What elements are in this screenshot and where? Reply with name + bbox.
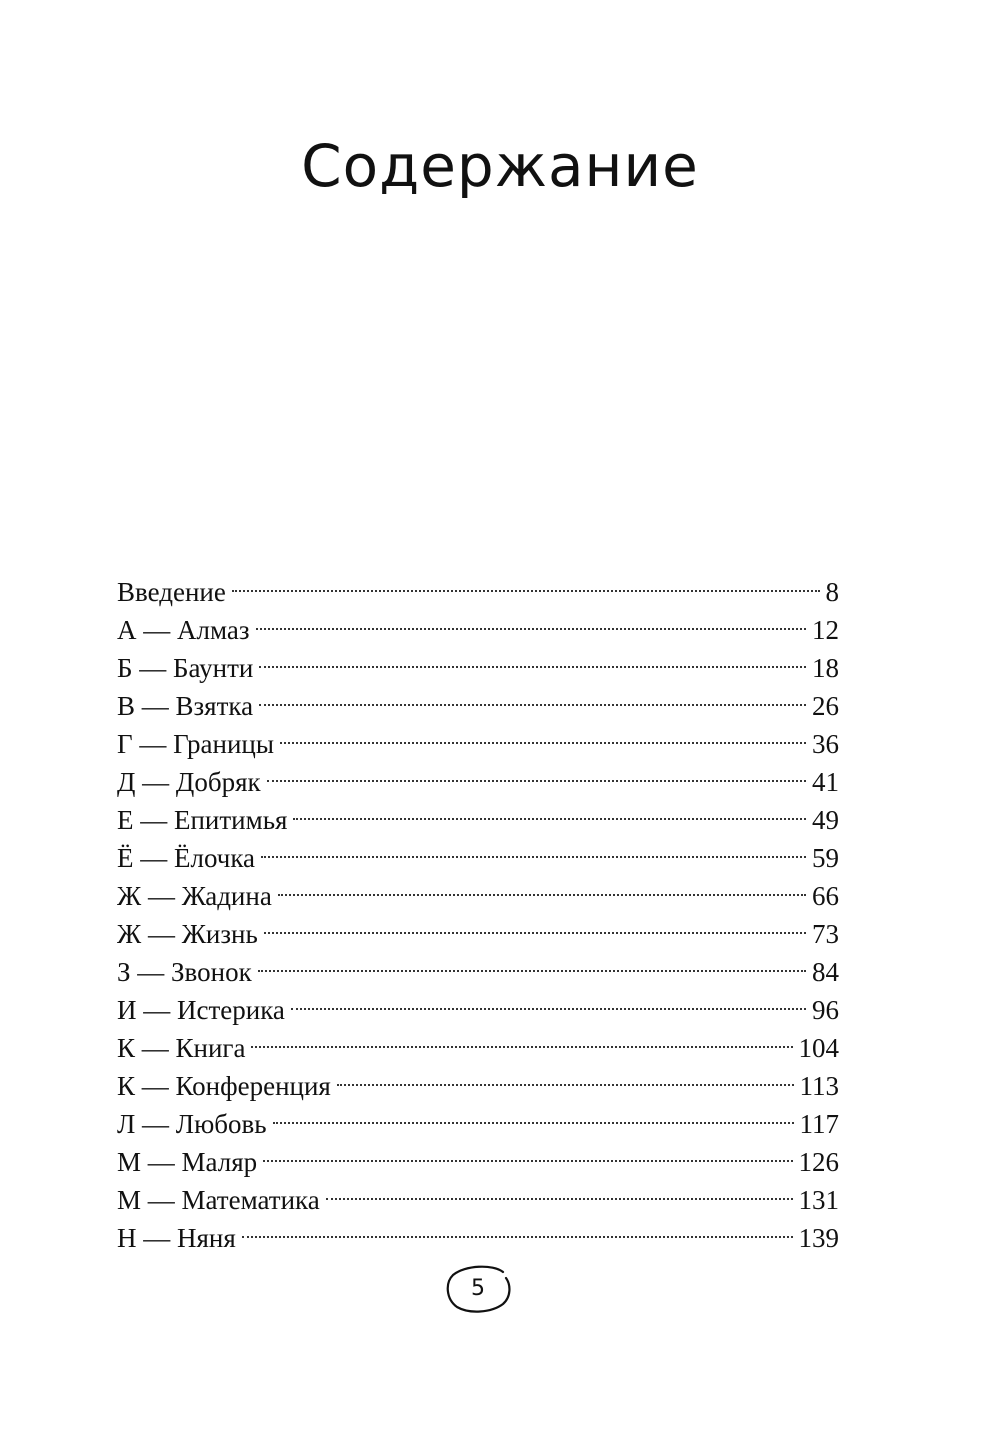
toc-entry-page: 113 bbox=[799, 1071, 839, 1101]
toc-entry-label: Д — Добряк bbox=[117, 767, 261, 797]
toc-leader-dots bbox=[258, 943, 806, 981]
toc-entry-page: 8 bbox=[825, 577, 839, 607]
toc-leader-dots bbox=[278, 867, 806, 905]
toc-leader-dots bbox=[267, 753, 806, 791]
toc-entry-label: Ё — Ёлочка bbox=[117, 843, 256, 873]
toc-leader-dots bbox=[273, 1095, 794, 1133]
toc-leader-dots bbox=[280, 715, 806, 753]
toc-leader-dots bbox=[256, 601, 806, 639]
toc-entry-label: М — Маляр bbox=[117, 1147, 258, 1177]
toc-leader-dots bbox=[326, 1171, 793, 1209]
toc-leader-dots bbox=[232, 563, 820, 601]
toc-entry-page: 12 bbox=[812, 615, 839, 645]
toc-entry-page: 73 bbox=[812, 919, 839, 949]
toc-entry-page: 18 bbox=[812, 653, 839, 683]
toc-entry-label: З — Звонок bbox=[117, 957, 252, 987]
toc-entry-label: И — Истерика bbox=[117, 995, 285, 1025]
toc-leader-dots bbox=[337, 1057, 794, 1095]
toc-leader-dots bbox=[291, 981, 806, 1019]
toc-entry-page: 49 bbox=[812, 805, 839, 835]
page-number-text: 5 bbox=[471, 1276, 485, 1301]
toc-entry-page: 84 bbox=[812, 957, 839, 987]
toc-leader-dots bbox=[259, 639, 806, 677]
toc-entry-label: К — Конференция bbox=[117, 1071, 331, 1101]
toc-leader-dots bbox=[264, 905, 806, 943]
toc-entry-page: 131 bbox=[798, 1185, 839, 1215]
toc-entry-label: В — Взятка bbox=[117, 691, 254, 721]
toc-leader-dots bbox=[261, 829, 806, 867]
toc-entry-page: 117 bbox=[799, 1109, 839, 1139]
toc-entry-page: 59 bbox=[812, 843, 839, 873]
toc-entry-label: Е — Епитимья bbox=[117, 805, 288, 835]
toc-entry-page: 66 bbox=[812, 881, 839, 911]
toc-entry-page: 26 bbox=[812, 691, 839, 721]
toc-entry-label: Ж — Жадина bbox=[117, 881, 272, 911]
toc-leader-dots bbox=[263, 1133, 792, 1171]
toc-entry-label: Б — Баунти bbox=[117, 653, 254, 683]
toc-entry-page: 36 bbox=[812, 729, 839, 759]
toc-entry-label: Н — Няня bbox=[117, 1223, 236, 1253]
toc-entry-label: Г — Границы bbox=[117, 729, 274, 759]
toc-entry-page: 96 bbox=[812, 995, 839, 1025]
toc-entry-page: 41 bbox=[812, 767, 839, 797]
toc-entry-page: 139 bbox=[798, 1223, 839, 1253]
toc-entry-label: К — Книга bbox=[117, 1033, 246, 1063]
toc-leader-dots bbox=[259, 677, 806, 715]
toc-leader-dots bbox=[293, 791, 806, 829]
toc-entry-page: 104 bbox=[798, 1033, 839, 1063]
toc-entry-page: 126 bbox=[798, 1147, 839, 1177]
page-number bbox=[443, 1263, 517, 1315]
toc-entry-label: Л — Любовь bbox=[117, 1109, 267, 1139]
toc-leader-dots bbox=[251, 1019, 792, 1057]
table-of-contents bbox=[117, 563, 839, 1253]
toc-entry bbox=[117, 563, 839, 607]
toc-entry-label: А — Алмаз bbox=[117, 615, 250, 645]
toc-entry-label: М — Математика bbox=[117, 1185, 320, 1215]
toc-entry-label: Введение bbox=[117, 577, 226, 607]
toc-leader-dots bbox=[242, 1209, 793, 1247]
page-title: Содержание bbox=[301, 132, 699, 200]
toc-entry-label: Ж — Жизнь bbox=[117, 919, 258, 949]
